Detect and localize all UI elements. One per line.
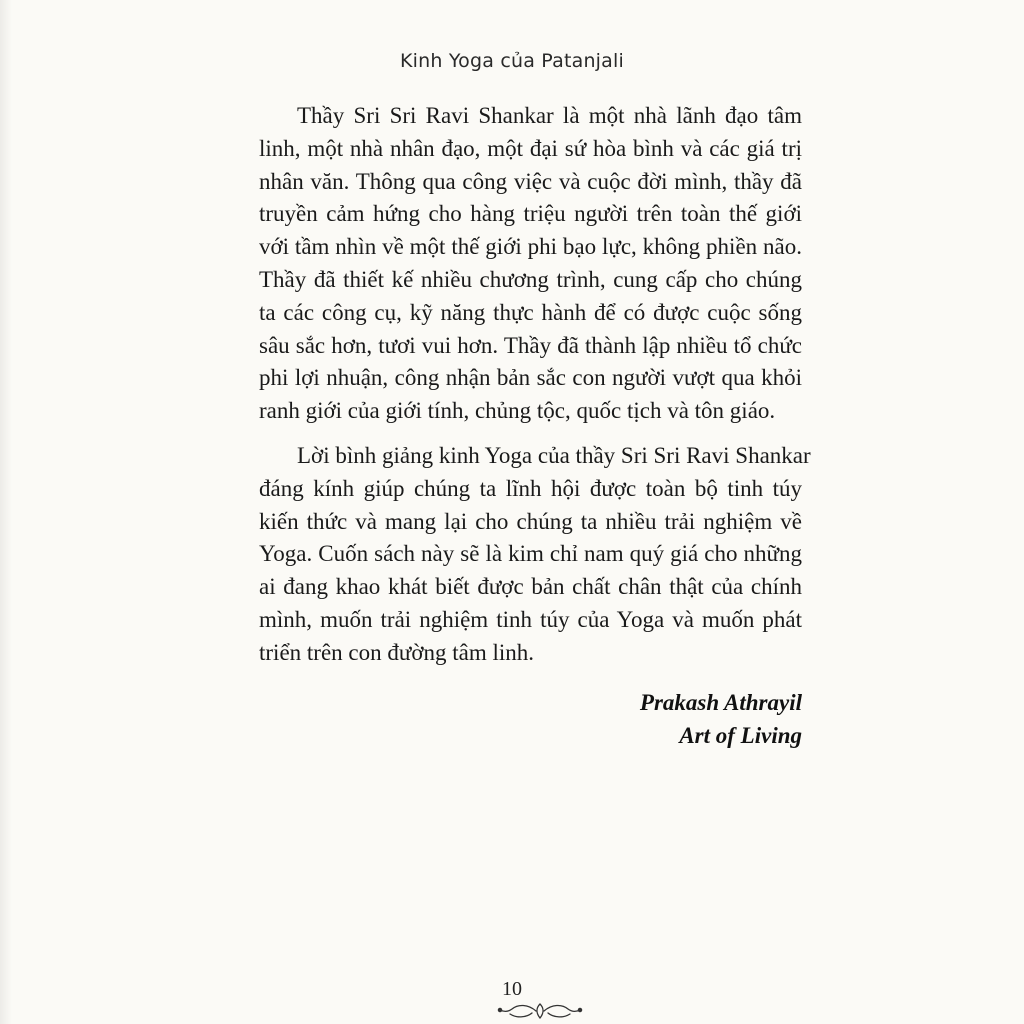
text-line: linh, một nhà nhân đạo, một đại sứ hòa bình và các giá trị bbox=[259, 135, 802, 161]
page-number: 10 bbox=[502, 978, 522, 1000]
text-line: phi lợi nhuận, công nhận bản sắc con người vượt qua khỏi bbox=[259, 365, 802, 391]
text-line: kiến thức và mang lại cho chúng ta nhiều trải nghiệm về bbox=[259, 508, 802, 534]
text-line: Yoga. Cuốn sách này sẽ là kim chỉ nam quý giá cho những bbox=[259, 541, 802, 567]
text-line: triển trên con đường tâm linh. bbox=[259, 639, 535, 665]
text-line: Thầy Sri Sri Ravi Shankar là một nhà lãnh đạo tâm bbox=[297, 103, 802, 128]
body-text bbox=[259, 100, 811, 670]
text-line: mình, muốn trải nghiệm tinh túy của Yoga và muốn phát bbox=[259, 606, 802, 632]
signature-name: Prakash Athrayil bbox=[639, 690, 802, 715]
text-line: ai đang khao khát biết được bản chất chân thật của chính bbox=[259, 574, 802, 600]
text-line: ta các công cụ, kỹ năng thực hành để có được cuộc sống bbox=[259, 299, 802, 325]
text-line: Thầy đã thiết kế nhiều chương trình, cung cấp cho chúng bbox=[259, 266, 802, 292]
signature-block bbox=[640, 686, 802, 752]
text-line: ranh giới của giới tính, chủng tộc, quốc tịch và tôn giáo. bbox=[259, 398, 776, 424]
text-line: sâu sắc hơn, tươi vui hơn. Thầy đã thành lập nhiều tổ chức bbox=[259, 332, 802, 358]
running-title: Kinh Yoga của Patanjali bbox=[400, 50, 624, 72]
text-line: truyền cảm hứng cho hàng triệu người trên toàn thế giới bbox=[259, 201, 802, 227]
text-line: nhân văn. Thông qua công việc và cuộc đời mình, thầy đã bbox=[259, 168, 802, 194]
text-line: Lời bình giảng kinh Yoga của thầy Sri Sri Ravi Shankar bbox=[297, 442, 811, 468]
signature-organization: Art of Living bbox=[679, 723, 802, 748]
text-line: với tầm nhìn về một thế giới phi bạo lực, không phiền não. bbox=[259, 234, 802, 260]
text-line: đáng kính giúp chúng ta lĩnh hội được toàn bộ tinh túy bbox=[259, 475, 802, 501]
paragraph-1 bbox=[259, 100, 802, 428]
ornament-icon bbox=[492, 1000, 588, 1022]
paragraph-2 bbox=[259, 440, 811, 670]
